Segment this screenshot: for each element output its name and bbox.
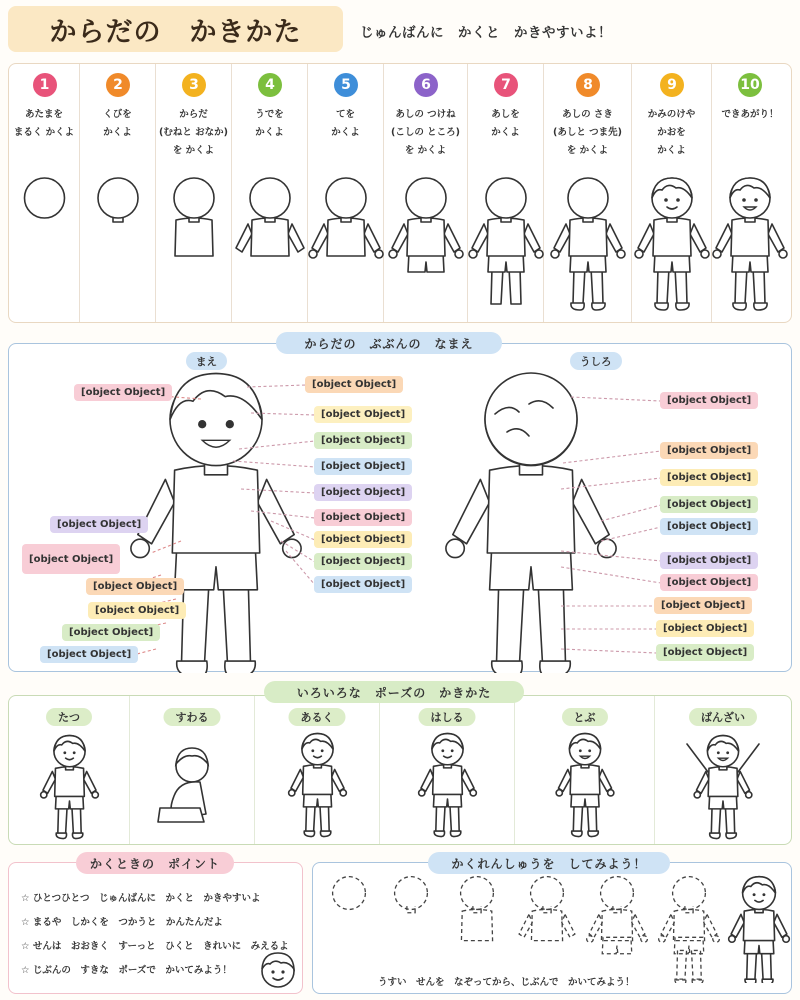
body-part-label: [object Object] <box>62 624 160 641</box>
pose-label: はしる <box>419 708 476 726</box>
step-8 <box>544 64 632 322</box>
tips-panel <box>8 862 303 994</box>
body-part-label: [object Object] <box>88 602 186 619</box>
boy-face-icon <box>253 947 303 991</box>
body-part-label: [object Object] <box>314 484 412 501</box>
back-view-label: うしろ <box>570 352 622 370</box>
body-part-label: [object Object] <box>660 392 758 409</box>
step-number-badge: 2 <box>106 73 130 97</box>
practice-tracing-figures <box>313 863 793 983</box>
tip-item: ☆ ひとつひとつ じゅんばんに かくと かきやすいよ <box>21 893 261 904</box>
body-part-label: [object Object] <box>314 432 412 449</box>
body-part-label: [object Object] <box>660 442 758 459</box>
step-number-badge: 3 <box>182 73 206 97</box>
tip-item: ☆ まるや しかくを つかうと かんたんだよ <box>21 917 223 928</box>
step-figure <box>544 64 632 322</box>
pose-2 <box>130 696 255 844</box>
step-instruction: かみのけや かおを かくよ <box>647 109 696 156</box>
step-6 <box>384 64 468 322</box>
title-banner <box>8 6 343 52</box>
body-part-label: [object Object] <box>660 552 758 569</box>
body-part-label: [object Object] <box>314 531 412 548</box>
body-part-label: [object Object] <box>656 620 754 637</box>
step-number-badge: 10 <box>738 73 762 97</box>
body-part-label: [object Object] <box>660 469 758 486</box>
step-figure <box>80 64 156 322</box>
page-subtitle: じゅんばんに かくと かきやすいよ！ <box>360 25 612 41</box>
body-parts-heading: からだの ぶぶんの なまえ <box>276 332 502 354</box>
pose-label: たつ <box>46 708 92 726</box>
step-number-badge: 8 <box>576 73 600 97</box>
body-part-label: [object Object] <box>314 553 412 570</box>
pose-label: あるく <box>289 708 346 726</box>
step-9 <box>632 64 712 322</box>
pose-label: ばんざい <box>689 708 757 726</box>
steps-panel <box>8 63 792 323</box>
step-10 <box>712 64 788 322</box>
body-part-label: [object Object] <box>314 509 412 526</box>
step-number-badge: 1 <box>33 73 57 97</box>
step-number-badge: 7 <box>494 73 518 97</box>
step-instruction: からだ (むねと おなか) を かくよ <box>159 109 228 156</box>
body-part-label: [object Object] <box>40 646 138 663</box>
body-part-label: [object Object] <box>654 597 752 614</box>
body-part-label: [object Object] <box>22 544 120 574</box>
step-figure <box>308 64 384 322</box>
step-instruction: あたまを まるく かくよ <box>13 109 75 138</box>
step-number-badge: 4 <box>258 73 282 97</box>
tip-item: ☆ せんは おおきく すーっと ひくと きれいに みえるよ <box>21 941 289 952</box>
step-number-badge: 5 <box>334 73 358 97</box>
poses-heading: いろいろな ポーズの かきかた <box>264 681 524 703</box>
step-number-badge: 6 <box>414 73 438 97</box>
step-instruction: くびを かくよ <box>103 109 132 138</box>
practice-heading: かくれんしゅうを してみよう！ <box>428 852 670 874</box>
step-figure <box>156 64 232 322</box>
tips-heading: かくときの ポイント <box>76 852 234 874</box>
body-part-label: [object Object] <box>660 496 758 513</box>
step-figure <box>712 64 788 322</box>
body-part-label: [object Object] <box>50 516 148 533</box>
step-1 <box>9 64 80 322</box>
step-figure <box>9 64 80 322</box>
step-7 <box>468 64 544 322</box>
body-part-label: [object Object] <box>314 576 412 593</box>
front-view-label: まえ <box>186 352 227 370</box>
step-5 <box>308 64 384 322</box>
pose-4 <box>380 696 515 844</box>
body-part-label: [object Object] <box>305 376 403 393</box>
step-instruction: うでを かくよ <box>255 109 284 138</box>
pose-6 <box>655 696 791 844</box>
step-instruction: あしの つけね (こしの ところ) を かくよ <box>391 109 460 156</box>
step-instruction: できあがり！ <box>721 109 779 120</box>
step-instruction: あしの さき (あしと つま先) を かくよ <box>553 109 622 156</box>
tip-item: ☆ じぶんの すきな ポーズで かいてみよう！ <box>21 965 232 976</box>
step-figure <box>384 64 468 322</box>
poses-panel <box>8 695 792 845</box>
body-part-label: [object Object] <box>660 518 758 535</box>
practice-panel <box>312 862 792 994</box>
step-instruction: てを かくよ <box>331 109 360 138</box>
step-figure <box>632 64 712 322</box>
page-title: からだの かきかた <box>49 16 302 48</box>
body-part-label: [object Object] <box>314 406 412 423</box>
pose-label: すわる <box>164 708 221 726</box>
step-2 <box>80 64 156 322</box>
body-part-label: [object Object] <box>86 578 184 595</box>
step-figure <box>232 64 308 322</box>
pose-1 <box>9 696 130 844</box>
pose-label: とぶ <box>562 708 608 726</box>
step-3 <box>156 64 232 322</box>
body-part-label: [object Object] <box>656 644 754 661</box>
step-4 <box>232 64 308 322</box>
body-part-label: [object Object] <box>660 574 758 591</box>
step-figure <box>468 64 544 322</box>
step-instruction: あしを かくよ <box>491 109 520 138</box>
pose-3 <box>255 696 380 844</box>
body-part-label: [object Object] <box>314 458 412 475</box>
practice-note: うすい せんを なぞってから、じぶんで かいてみよう！ <box>378 977 635 988</box>
pose-5 <box>515 696 655 844</box>
step-number-badge: 9 <box>660 73 684 97</box>
body-part-label: [object Object] <box>74 384 172 401</box>
